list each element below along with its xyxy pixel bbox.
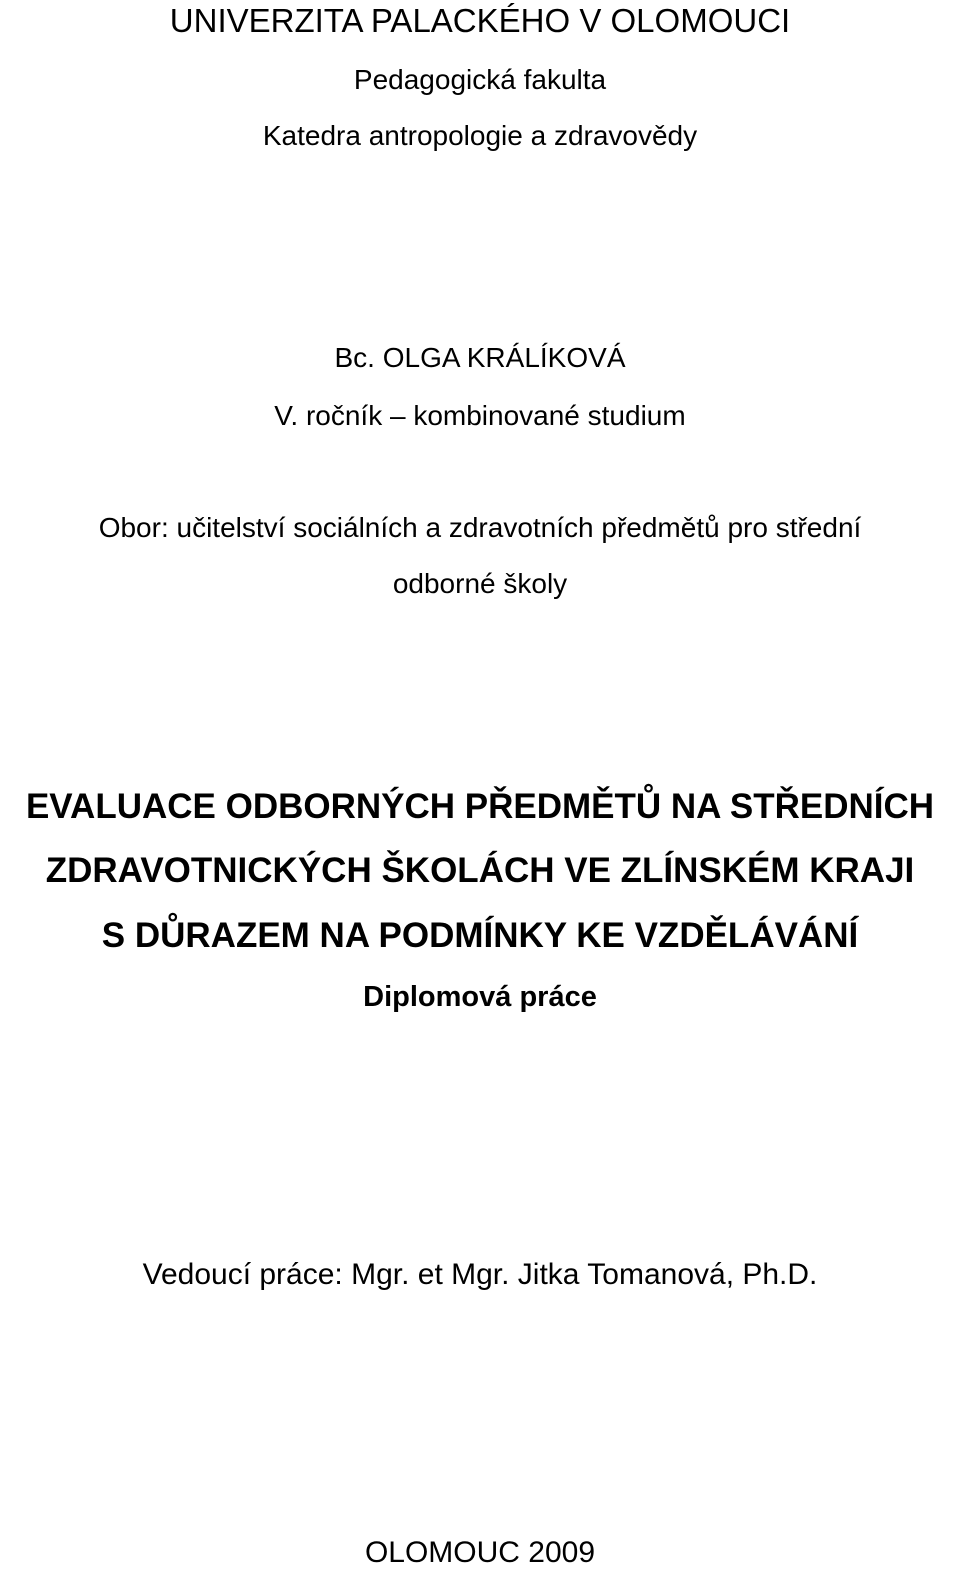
thesis-type: Diplomová práce <box>363 981 597 1013</box>
field-of-study-line-2: odborné školy <box>392 568 568 599</box>
university-name: UNIVERZITA PALACKÉHO V OLOMOUCI <box>169 2 791 39</box>
study-info: V. ročník – kombinované studium <box>274 400 686 431</box>
thesis-title-line-2: ZDRAVOTNICKÝCH ŠKOLÁCH VE ZLÍNSKÉM KRAJI <box>45 851 915 890</box>
department-name: Katedra antropologie a zdravovědy <box>262 120 698 151</box>
thesis-title-line-1: EVALUACE ODBORNÝCH PŘEDMĚTŮ NA STŘEDNÍCH <box>25 787 935 826</box>
author-name: Bc. OLGA KRÁLÍKOVÁ <box>334 342 626 373</box>
place-and-year: OLOMOUC 2009 <box>364 1536 596 1569</box>
supervisor: Vedoucí práce: Mgr. et Mgr. Jitka Tomanová, Ph.D. <box>142 1258 818 1291</box>
thesis-title-line-3: S DŮRAZEM NA PODMÍNKY KE VZDĚLÁVÁNÍ <box>101 916 859 955</box>
field-of-study-line-1: Obor: učitelství sociálních a zdravotních předmětů pro střední <box>98 512 862 543</box>
faculty-name: Pedagogická fakulta <box>353 64 607 95</box>
